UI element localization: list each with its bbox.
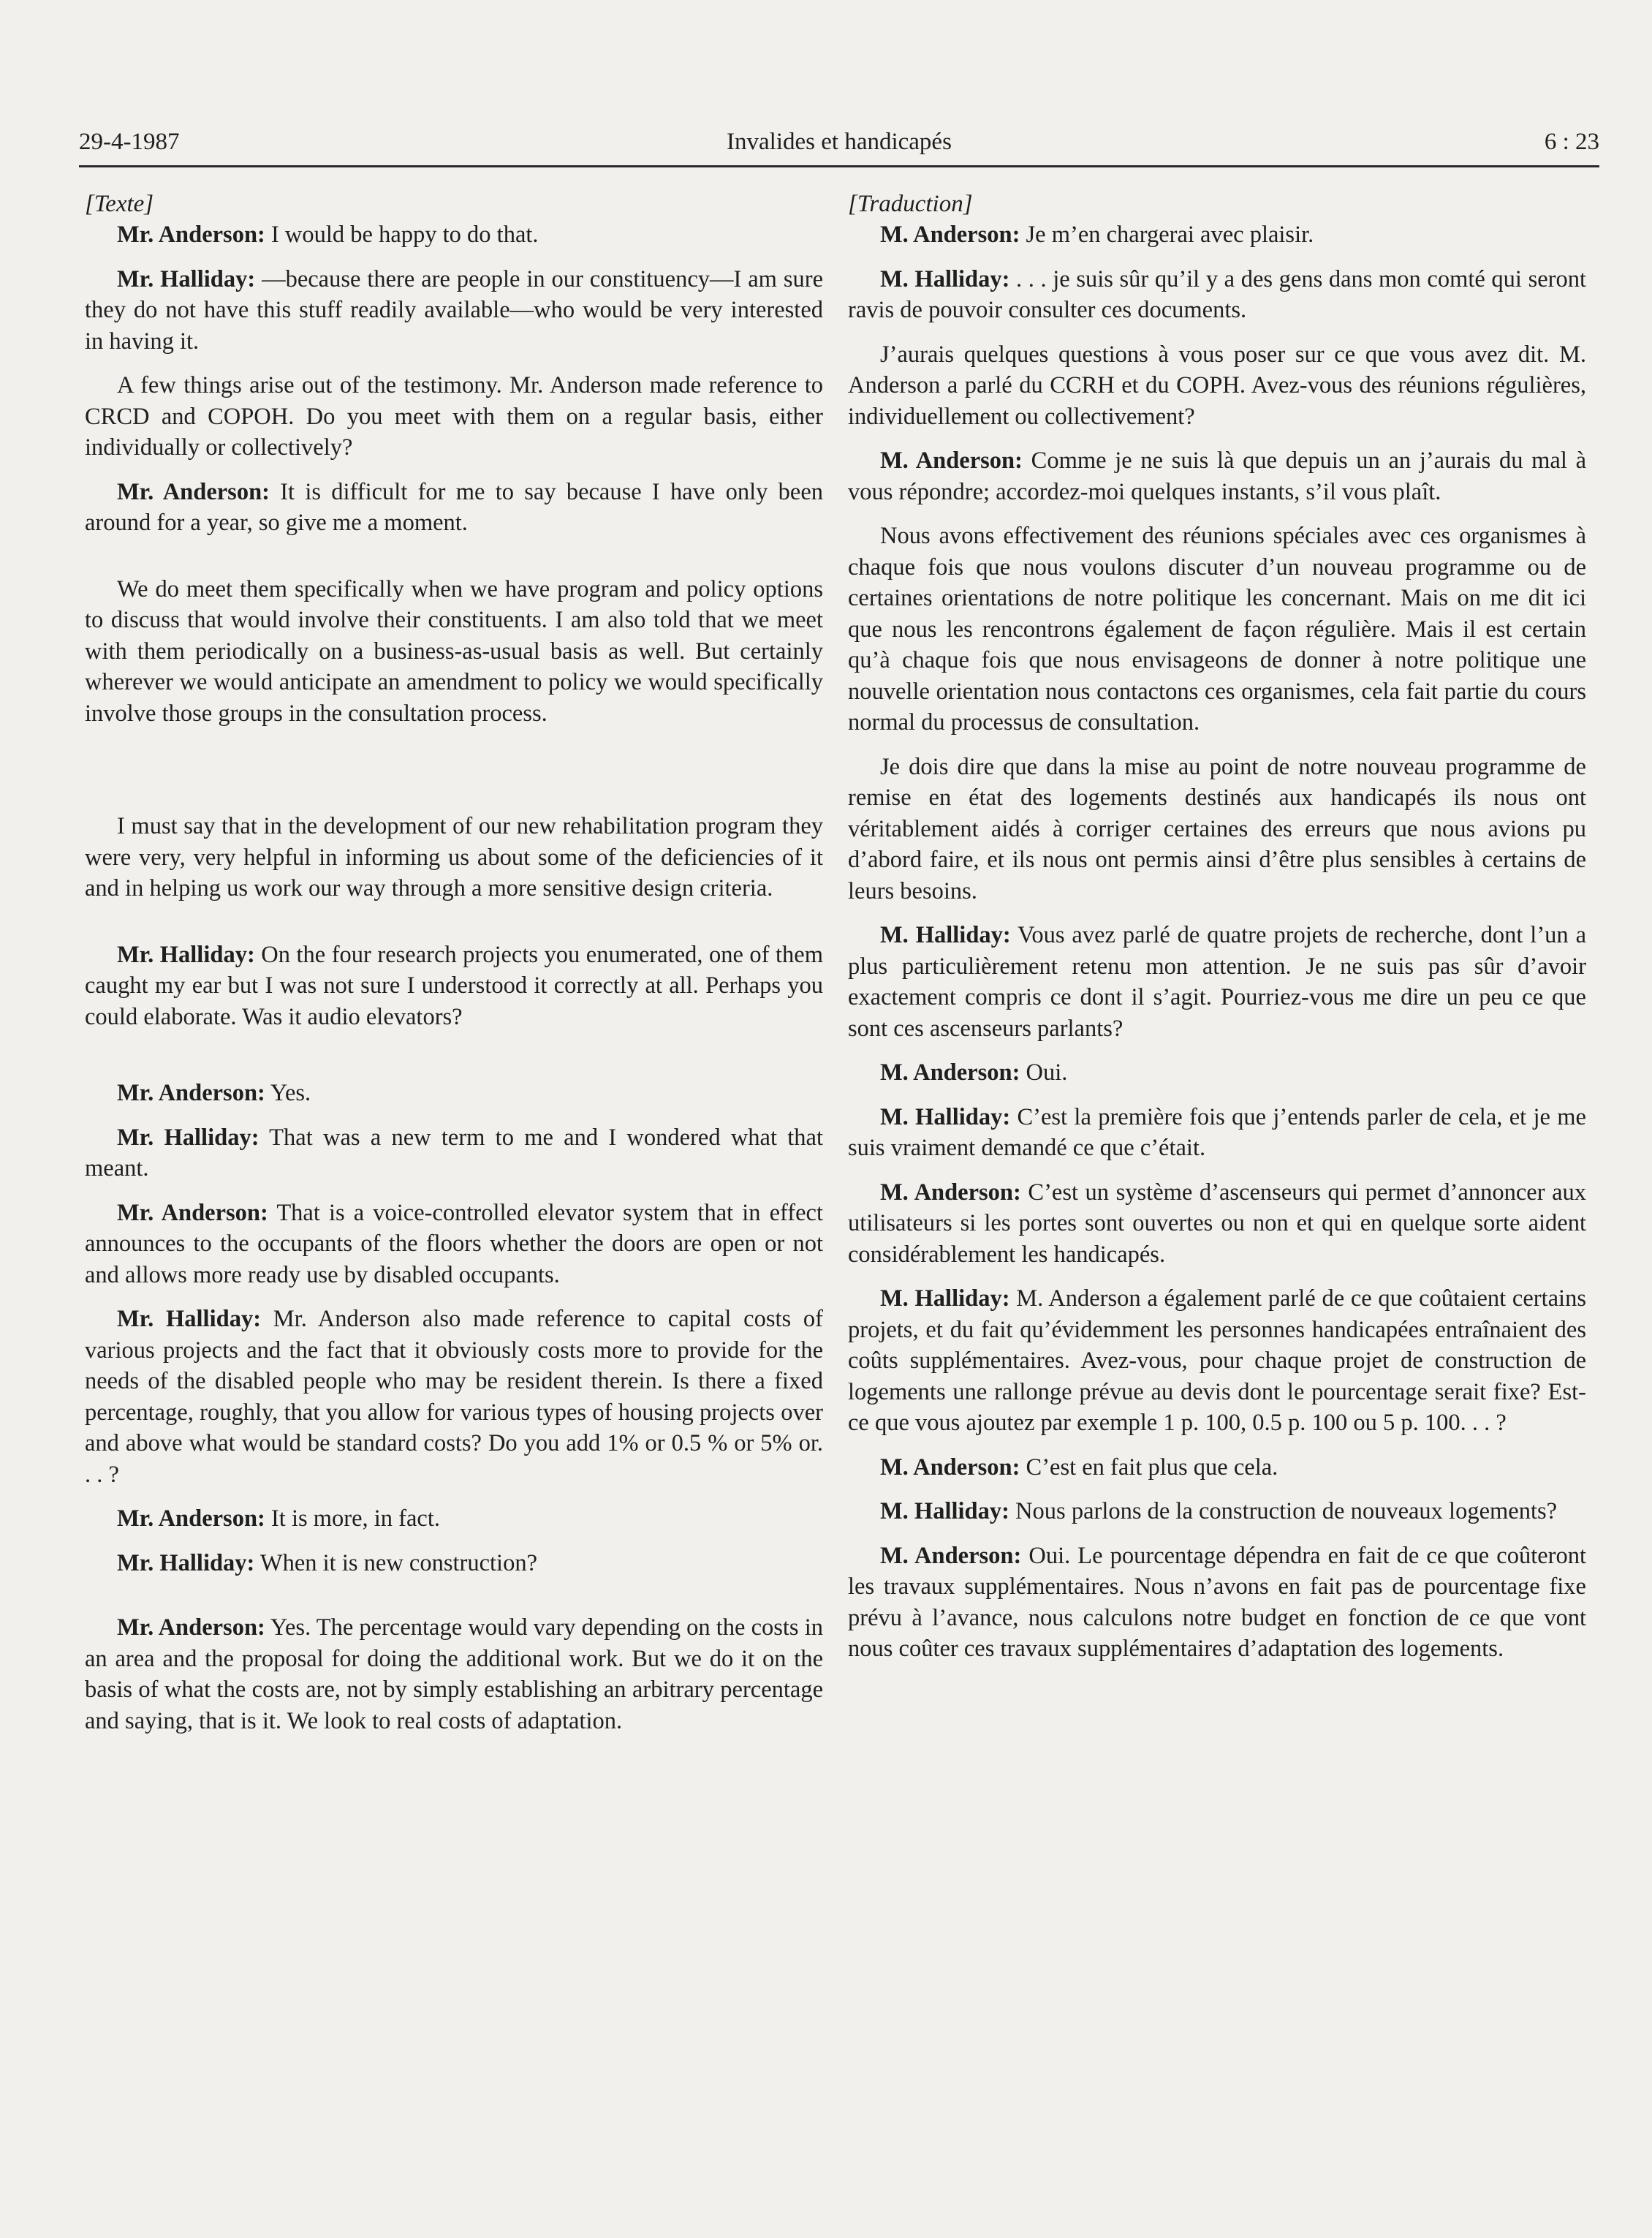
text-tag: [Texte] xyxy=(85,191,154,217)
speaker: Mr. Anderson: xyxy=(117,478,270,505)
running-header xyxy=(79,123,1599,167)
speaker: M. Halliday: xyxy=(880,1498,1009,1524)
paragraph-text: J’aurais quelques questions à vous poser sur ce que vous avez dit. M. Anderson a parlé du CCRH et du COPH. Avez-vous des réunions régulières, individuellement ou collectivement? xyxy=(848,341,1586,430)
paragraph xyxy=(85,1198,823,1291)
paragraph-text: —because there are people in our constituency—I am sure they do not have this stuff readily available—who would be very interested in having it. xyxy=(85,265,823,355)
paragraph-text: On the four research projects you enumerated, one of them caught my ear but I was not sure I understood it correctly at all. Perhaps you could elaborate. Was it audio elevators? xyxy=(85,941,823,1030)
paragraph xyxy=(848,1283,1586,1439)
paragraph xyxy=(85,1612,823,1736)
paragraph xyxy=(85,1548,823,1579)
paragraph-text: It is difficult for me to say because I have only been around for a year, so give me a moment. xyxy=(85,478,823,536)
paragraph xyxy=(85,1078,823,1109)
paragraph xyxy=(848,1452,1586,1483)
french-column xyxy=(848,189,1586,1678)
paragraph-text: Nous avons effectivement des réunions spéciales avec ces organismes à chaque fois que nous voulons discuter d’un nouveau programme ou de certaines orientations de notre politique les concernant. Mais on me dit ici que nous les rencontrons également de façon régulière. Mais il est certain qu’à chaque fois que nous envisageons de donner à notre politique une nouvelle orientation nous contactons ces organismes, cela fait partie du cours normal du processus de consultation. xyxy=(848,523,1586,736)
paragraph xyxy=(85,477,823,539)
speaker: Mr. Halliday: xyxy=(117,1549,255,1576)
speaker: Mr. Anderson: xyxy=(117,1505,265,1532)
paragraph-text: . . . je suis sûr qu’il y a des gens dans mon comté qui seront ravis de pouvoir consulter ces documents. xyxy=(848,265,1586,323)
paragraph xyxy=(85,940,823,1033)
paragraph xyxy=(848,1102,1586,1164)
paragraph xyxy=(85,264,823,358)
paragraph-text: When it is new construction? xyxy=(254,1549,537,1576)
speaker: M. Halliday: xyxy=(880,265,1010,292)
speaker: M. Anderson: xyxy=(880,1059,1020,1086)
paragraph xyxy=(848,1057,1586,1089)
speaker: Mr. Halliday: xyxy=(117,1306,262,1332)
paragraph xyxy=(848,264,1586,326)
paragraph xyxy=(848,219,1586,251)
paragraph xyxy=(848,920,1586,1044)
paragraph-text: Nous parlons de la construction de nouveaux logements? xyxy=(1009,1498,1558,1524)
speaker: M. Halliday: xyxy=(880,922,1011,948)
paragraph xyxy=(848,1496,1586,1527)
speaker: M. Anderson: xyxy=(880,1453,1020,1481)
paragraph-text: C’est un système d’ascenseurs qui permet d’annoncer aux utilisateurs si les portes sont ouvertes ou non et qui en quelque sorte aident considérablement les handicapés. xyxy=(848,1179,1587,1268)
paragraph-text: C’est la première fois que j’entends parler de cela, et je me suis vraiment demandé ce que c’était. xyxy=(848,1103,1586,1161)
speaker: Mr. Halliday: xyxy=(117,941,255,968)
paragraph-text: Oui. Le pourcentage dépendra en fait de ce que coûteront les travaux supplémentaires. Nous n’avons en fait pas de pourcentage fixe prévu à l’avance, nous calculons notre budget en fonction de ce que vont nous coûter ces travaux supplémentaires d’adaptation des logements. xyxy=(848,1542,1586,1662)
paragraph-text: It is more, in fact. xyxy=(265,1505,441,1532)
paragraph xyxy=(848,1177,1586,1271)
paragraph-text: That was a new term to me and I wondered what that meant. xyxy=(85,1124,823,1182)
paragraph-text: Oui. xyxy=(1020,1059,1068,1086)
paragraph xyxy=(848,521,1586,738)
speaker: M. Anderson: xyxy=(880,222,1020,248)
paragraph xyxy=(85,219,823,251)
translation-tag: [Traduction] xyxy=(848,191,973,217)
paragraph xyxy=(85,370,823,464)
speaker: Mr. Anderson: xyxy=(117,1614,265,1641)
paragraph-text: Yes. xyxy=(265,1080,311,1106)
speaker: M. Anderson: xyxy=(880,447,1023,474)
speaker: Mr. Halliday: xyxy=(117,265,256,292)
paragraph xyxy=(848,752,1586,907)
paragraph-text: That is a voice-controlled elevator system that in effect announces to the occupants of the floors whether the doors are open or not and allows more ready use by disabled occupants. xyxy=(85,1199,823,1288)
speaker: Mr. Anderson: xyxy=(117,1080,265,1106)
paragraph-text: A few things arise out of the testimony. Mr. Anderson made reference to CRCD and COPOH. Do you meet with them on a regular basis, either individually or collectively? xyxy=(85,372,823,461)
paragraph xyxy=(85,1122,823,1184)
speaker: M. Anderson: xyxy=(880,1542,1022,1569)
paragraph xyxy=(85,1304,823,1490)
speaker: Mr. Anderson: xyxy=(117,1199,268,1226)
speaker: Mr. Anderson: xyxy=(117,222,265,248)
speaker: M. Halliday: xyxy=(880,1285,1010,1312)
speaker: M. Anderson: xyxy=(880,1179,1021,1206)
paragraph-text: I must say that in the development of our new rehabilitation program they were very, very helpful in informing us about some of the deficiencies of it and in helping us work our way through a more sensitive design criteria. xyxy=(85,813,823,901)
header-date: 29-4-1987 xyxy=(79,129,180,155)
paragraph-text: C’est en fait plus que cela. xyxy=(1020,1453,1278,1481)
speaker: M. Halliday: xyxy=(880,1103,1011,1130)
paragraph-text: Mr. Anderson also made reference to capital costs of various projects and the fact that it obviously costs more to provide for the needs of the disabled people who may be resident therein. Is there a fixed percentage, roughly, that you allow for various types of housing projects over and above what would be standard costs? Do you add 1% or 0.5 % or 5% or. . . ? xyxy=(85,1306,823,1488)
paragraph-text: M. Anderson a également parlé de ce que coûtaient certains projets, et du fait qu’évidemment les personnes handicapées entraînaient des coûts supplémentaires. Avez-vous, pour chaque projet de construction de logements une rallonge prévue au devis dont le pourcentage serait fixe? Est-ce que vous ajoutez par exemple 1 p. 100, 0.5 p. 100 ou 5 p. 100. . . ? xyxy=(848,1285,1586,1436)
paragraph xyxy=(85,811,823,904)
speaker: Mr. Halliday: xyxy=(117,1124,259,1151)
paragraph xyxy=(848,445,1586,507)
paragraph xyxy=(85,574,823,730)
paragraph-text: Comme je ne suis là que depuis un an j’aurais du mal à vous répondre; accordez-moi quelques instants, s’il vous plaît. xyxy=(848,447,1586,505)
english-column xyxy=(85,189,823,1750)
header-title: Invalides et handicapés xyxy=(727,129,952,155)
paragraph-text: We do meet them specifically when we have program and policy options to discuss that would involve their constituents. I am also told that we meet with them periodically on a business-as-usual basis as well. But certainly wherever we would anticipate an amendment to policy we would specifically involve those groups in the consultation process. xyxy=(85,575,823,727)
paragraph-text: Je dois dire que dans la mise au point de notre nouveau programme de remise en état des logements destinés aux handicapés ils nous ont véritablement aidés à corriger certaines des erreurs que nous avions pu d’abord faire, et ils nous ont permis ainsi d’être plus sensibles à certains de leurs besoins. xyxy=(848,753,1586,904)
paragraph xyxy=(848,339,1586,433)
paragraph xyxy=(848,1540,1586,1665)
paragraph-text: Vous avez parlé de quatre projets de recherche, dont l’un a plus particulièrement retenu mon attention. Je ne suis pas sûr d’avoir exactement compris ce dont il s’agit. Pourriez-vous me dire un peu ce que sont ces ascenseurs parlants? xyxy=(848,922,1586,1042)
header-page-number: 6 : 23 xyxy=(1544,129,1599,155)
paragraph-text: I would be happy to do that. xyxy=(265,222,539,248)
paragraph-text: Je m’en chargerai avec plaisir. xyxy=(1020,222,1314,248)
paragraph xyxy=(85,1503,823,1535)
paragraph-text: Yes. The percentage would vary depending on the costs in an area and the proposal for doing the additional work. But we do it on the basis of what the costs are, not by simply establishing an arbitrary percentage and saying, that is it. We look to real costs of adaptation. xyxy=(85,1614,823,1734)
